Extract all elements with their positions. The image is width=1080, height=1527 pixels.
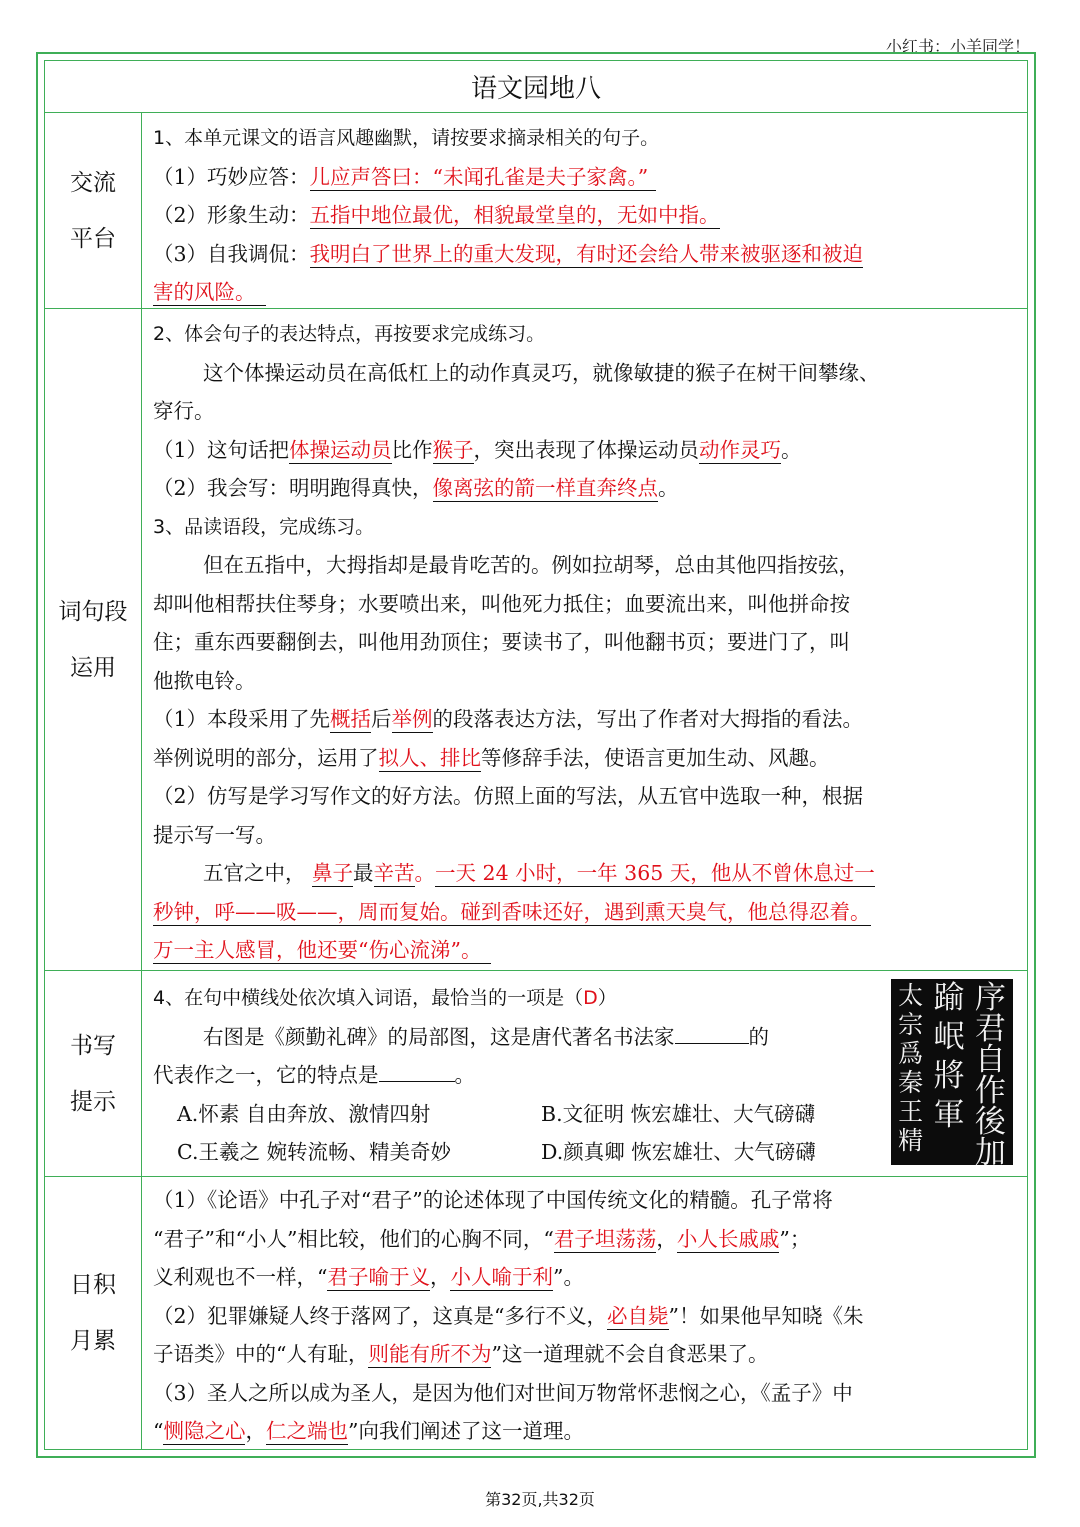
answer-text: 万一主人感冒，他还要“伤心流涕”。 — [153, 938, 491, 964]
answer-text: 鼻子 — [312, 861, 354, 885]
text: 右图是《颜勤礼碑》的局部图，这是唐代著名书法家 — [203, 1024, 675, 1049]
text: （2）我会写：明明跑得真快， — [153, 476, 433, 500]
section-exchange-platform — [45, 113, 1027, 309]
text: ，突出表现了体操运动员 — [473, 437, 700, 462]
section-content — [153, 315, 1017, 970]
stele-char: 序 — [974, 980, 1006, 1016]
stele-char: 太 — [898, 981, 924, 1010]
calligraphy-stele-image — [891, 979, 1013, 1171]
watermark: 小红书：小羊同学！ — [885, 37, 1030, 56]
answer-text: 必自毙 — [607, 1303, 669, 1328]
passage-line: 但在五指中，大拇指却是最肯吃苦的。例如拉胡琴，总由其他四指按弦， — [203, 553, 859, 577]
answer-text: 五指中地位最优，相貌最堂皇的，无如中指。 — [309, 203, 720, 227]
stele-char: 宗 — [898, 1010, 924, 1039]
answer-text: 猴子 — [432, 437, 474, 462]
text: ”向我们阐述了这一道理。 — [347, 1419, 584, 1443]
section-content — [153, 979, 1017, 1172]
answer-text: 君子喻于义 — [327, 1265, 430, 1289]
text: （1）这句话把 — [153, 437, 290, 462]
text: ”。 — [552, 1265, 584, 1289]
question-4 — [153, 979, 1017, 1018]
answer-text: 则能有所不为 — [368, 1342, 492, 1366]
answer-line — [153, 700, 1017, 739]
text: ， — [429, 1265, 451, 1289]
options-line — [153, 1095, 1017, 1134]
text: “君子”和“小人”相比较，他们的心胸不同，“ — [153, 1226, 554, 1251]
passage-line: 他揿电铃。 — [153, 668, 256, 693]
answer-text: 动作灵巧 — [699, 437, 782, 462]
answer-line — [153, 739, 1017, 778]
answer-line — [153, 1297, 1017, 1336]
stele-char: 岷 — [933, 1019, 965, 1055]
label-line: 日积 — [70, 1272, 116, 1298]
answer-text: 君子坦荡荡 — [553, 1226, 657, 1251]
fill-blank — [675, 1022, 749, 1044]
answer-text: 一天 24 小时，一年 365 天，他从不曾休息过一 — [435, 861, 875, 885]
answer-line — [153, 196, 1017, 235]
text: ， — [245, 1419, 266, 1443]
section-label — [45, 113, 142, 308]
label-line: 书写 — [70, 1032, 116, 1059]
passage-line — [153, 1056, 1017, 1095]
text: 最 — [353, 861, 374, 885]
answer-line — [153, 235, 1017, 274]
question-2: 2、体会句子的表达特点，再按要求完成练习。 — [153, 323, 546, 345]
stele-char: 君 — [974, 1011, 1006, 1047]
stele-char: 秦 — [898, 1068, 924, 1097]
section-writing-tips — [45, 971, 1027, 1177]
section-label — [45, 309, 142, 970]
stele-char: 踰 — [933, 980, 965, 1016]
text: 举例说明的部分，运用了 — [153, 745, 379, 770]
text: 4、在句中横线处依次填入词语，最恰当的一项是（ — [153, 987, 584, 1009]
answer-line — [153, 1220, 1017, 1259]
stele-char: 王 — [898, 1097, 924, 1126]
option-c: C.王羲之 婉转流畅、精美奇妙 — [177, 1140, 451, 1164]
answer-text: 拟人、排比 — [378, 745, 481, 770]
answer-text: 小人喻于利 — [450, 1265, 553, 1289]
section-label — [45, 1177, 142, 1449]
answer-text: 秒钟，呼——吸——，周而复始。碰到香味还好，遇到熏天臭气，他总得忍着。 — [153, 899, 871, 924]
text: 的段落表达方法，写出了作者对大拇指的看法。 — [432, 707, 864, 731]
section-word-sentence-use — [45, 309, 1027, 971]
answer-text: 仁之端也 — [265, 1419, 348, 1443]
label-line: 运用 — [70, 654, 116, 681]
passage-line: （3）圣人之所以成为圣人，是因为他们对世间万物常怀悲悯之心，《孟子》中 — [153, 1380, 853, 1405]
option-b: B.文征明 恢宏雄壮、大气磅礴 — [541, 1101, 816, 1126]
answer-text: 辛苦 — [373, 861, 415, 885]
item-prefix: （1）巧妙应答： — [153, 164, 310, 189]
label-line: 提示 — [70, 1088, 116, 1115]
answer-text: 我明白了世界上的重大发现，有时还会给人带来被驱逐和被迫 — [309, 241, 864, 266]
answer-text: 儿应声答曰：“未闻孔雀是夫子家禽。” — [310, 165, 657, 191]
passage-line: （1）《论语》中孔子对“君子”的论述体现了中国传统文化的精髓。孔子常将 — [153, 1188, 833, 1212]
answer-text: 像离弦的箭一样直奔终点 — [432, 476, 659, 500]
passage-line: 住；重东西要翻倒去，叫他用劲顶住；要读书了，叫他翻书页；要进门了，叫 — [153, 630, 850, 654]
text: 代表作之一，它的特点是 — [153, 1063, 379, 1087]
passage-line — [153, 1018, 1017, 1057]
text: （2）犯罪嫌疑人终于落网了，这真是“多行不义， — [153, 1303, 608, 1328]
passage-line: 提示写一写。 — [153, 822, 276, 847]
stele-char: 爲 — [898, 1039, 924, 1068]
options-line — [153, 1133, 1017, 1172]
worksheet-table — [44, 60, 1028, 1450]
stele-char: 自 — [974, 1042, 1006, 1078]
label-line: 词句段 — [58, 598, 128, 625]
text: 。 — [658, 476, 679, 500]
label-line: 平台 — [70, 225, 116, 252]
page-number: 第32页,共32页 — [485, 1490, 595, 1509]
section-daily-accumulation — [45, 1177, 1027, 1449]
option-a: A.怀素 自由奔放、激情四射 — [177, 1101, 431, 1126]
answer-text: 害的风险。 — [153, 280, 266, 306]
answer-line — [153, 854, 1017, 893]
text: ”！如果他早知晓《朱 — [668, 1303, 864, 1328]
answer-text: 恻隐之心 — [163, 1419, 246, 1443]
text: （1）本段采用了先 — [153, 707, 331, 731]
label-line: 月累 — [70, 1328, 116, 1354]
answer-line — [153, 158, 1017, 197]
text: 等修辞手法，使语言更加生动、风趣。 — [481, 745, 830, 770]
text: 。 — [414, 861, 436, 885]
answer-line — [153, 431, 1017, 470]
text: ”这一道理就不会自食恶果了。 — [491, 1342, 769, 1366]
text: ， — [656, 1226, 677, 1251]
passage-line: （2）仿写是学习写作文的好方法。仿照上面的写法，从五官中选取一种，根据 — [153, 784, 864, 808]
answer-line — [153, 931, 1017, 970]
stele-char: 後 — [974, 1104, 1006, 1140]
answer-text: 小人长戚戚 — [676, 1226, 780, 1251]
passage-line: 却叫他相帮扶住琴身；水要喷出来，叫他死力抵住；血要流出来，叫他拼命按 — [153, 591, 850, 616]
text: “ — [153, 1419, 164, 1443]
question-1: 1、本单元课文的语言风趣幽默，请按要求摘录相关的句子。 — [153, 127, 660, 149]
answer-line — [153, 893, 1017, 932]
answer-choice: D — [583, 987, 598, 1009]
page-title: 语文园地八 — [45, 61, 1027, 113]
text: 义利观也不一样，“ — [153, 1265, 328, 1289]
answer-line — [153, 1258, 1017, 1297]
text: 。 — [454, 1063, 475, 1087]
text: ”； — [779, 1226, 811, 1251]
text: 后 — [371, 707, 392, 731]
stele-char: 作 — [974, 1073, 1006, 1109]
stele-column — [974, 980, 1006, 1171]
worksheet-frame — [36, 52, 1036, 1458]
option-d: D.颜真卿 恢宏雄壮、大气磅礴 — [541, 1140, 816, 1164]
question-3: 3、品读语段，完成练习。 — [153, 515, 375, 538]
stele-char: 軍 — [933, 1097, 965, 1133]
stele-column — [933, 980, 965, 1161]
text: ） — [597, 987, 617, 1009]
item-prefix: （3）自我调侃： — [153, 241, 310, 266]
passage-line: 穿行。 — [153, 399, 215, 423]
answer-line — [153, 1412, 1017, 1451]
text: 子语类》中的“人有耻， — [153, 1342, 369, 1366]
answer-text: 举例 — [391, 707, 433, 731]
section-content — [153, 1181, 1017, 1451]
text: 的 — [748, 1024, 769, 1049]
answer-line — [153, 1335, 1017, 1374]
answer-line — [153, 469, 1017, 508]
answer-text: 体操运动员 — [289, 437, 392, 462]
section-content — [153, 119, 1017, 312]
fill-blank — [379, 1061, 455, 1083]
stele-char: 精 — [898, 1126, 924, 1155]
answer-line — [153, 273, 1017, 312]
passage-line: 这个体操运动员在高低杠上的动作真灵巧，就像敏捷的猴子在树干间攀缘、 — [203, 360, 880, 385]
text: 比作 — [391, 437, 433, 462]
section-label — [45, 971, 142, 1176]
text: 。 — [781, 437, 802, 462]
stele-char: 將 — [933, 1058, 965, 1094]
item-prefix: （2）形象生动： — [153, 203, 310, 227]
stele-char: 加 — [974, 1135, 1006, 1171]
text: 五官之中， — [203, 861, 306, 885]
answer-text: 概括 — [330, 707, 372, 731]
stele-column — [898, 983, 923, 1161]
label-line: 交流 — [70, 169, 116, 196]
